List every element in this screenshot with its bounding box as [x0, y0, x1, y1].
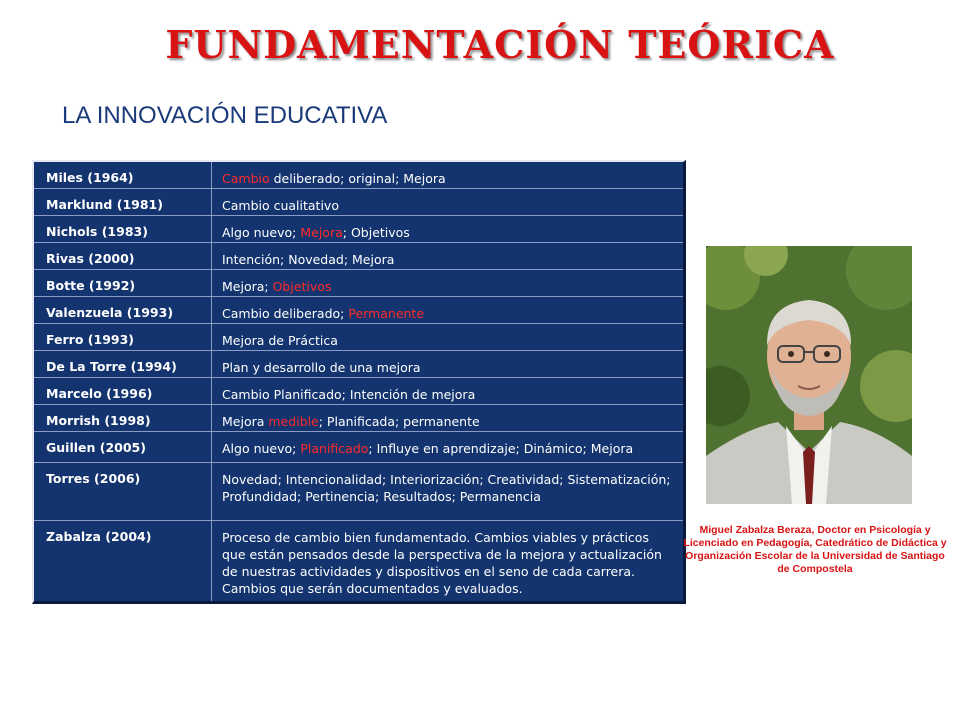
definition-cell	[212, 189, 683, 215]
author-cell: Miles (1964)	[34, 162, 212, 188]
highlighted-term: Permanente	[348, 306, 425, 321]
table-row	[34, 162, 683, 189]
definition-cell	[212, 216, 683, 242]
definition-text: Mejora de Práctica	[222, 333, 338, 348]
author-cell: Rivas (2000)	[34, 243, 212, 269]
definition-cell	[212, 521, 683, 601]
definition-text: deliberado; original; Mejora	[269, 171, 446, 186]
slide-title: FUNDAMENTACIÓN TEÓRICA	[165, 22, 835, 67]
definition-text: Algo nuevo;	[222, 225, 301, 240]
definition-cell	[212, 351, 683, 377]
portrait-photo	[706, 246, 912, 504]
table-row	[34, 243, 683, 270]
definition-cell	[212, 463, 683, 520]
definition-text: Intención; Novedad; Mejora	[222, 252, 395, 267]
table-row	[34, 324, 683, 351]
definition-cell	[212, 243, 683, 269]
definition-text: Mejora;	[222, 279, 273, 294]
highlighted-term: Objetivos	[272, 279, 332, 294]
definition-text: ; Objetivos	[342, 225, 410, 240]
table-row	[34, 297, 683, 324]
definition-text: Cambio deliberado;	[222, 306, 349, 321]
definition-cell	[212, 162, 683, 188]
author-cell: Valenzuela (1993)	[34, 297, 212, 323]
table-row	[34, 432, 683, 463]
definition-cell	[212, 270, 683, 296]
author-cell: Marklund (1981)	[34, 189, 212, 215]
definitions-table	[32, 160, 686, 604]
definition-cell	[212, 378, 683, 404]
author-cell: Nichols (1983)	[34, 216, 212, 242]
table-row	[34, 463, 683, 521]
table-row	[34, 405, 683, 432]
author-cell: De La Torre (1994)	[34, 351, 212, 377]
author-cell: Botte (1992)	[34, 270, 212, 296]
definition-text: Algo nuevo;	[222, 441, 301, 456]
definition-text: ; Planificada; permanente	[318, 414, 480, 429]
portrait-caption: Miguel Zabalza Beraza, Doctor en Psicología y Licenciado en Pedagogía, Catedrático de Didáctica y Organización Escolar de la Universidad de Santiago de Compostela	[683, 524, 947, 575]
slide-subtitle: LA INNOVACIÓN EDUCATIVA	[62, 102, 388, 129]
highlighted-term: medible	[268, 414, 319, 429]
definition-cell	[212, 432, 683, 462]
author-cell: Morrish (1998)	[34, 405, 212, 431]
table-row	[34, 189, 683, 216]
definition-text: Cambio cualitativo	[222, 198, 339, 213]
author-cell: Ferro (1993)	[34, 324, 212, 350]
definition-cell	[212, 297, 683, 323]
author-cell: Marcelo (1996)	[34, 378, 212, 404]
highlighted-term: Mejora	[300, 225, 343, 240]
definition-cell	[212, 405, 683, 431]
definition-text: Mejora	[222, 414, 269, 429]
portrait-illustration	[706, 246, 912, 504]
definition-text: Novedad; Intencionalidad; Interiorización; Creatividad; Sistematización; Profundidad; Pertinencia; Resultados; Permanencia	[222, 472, 671, 504]
definition-text: Plan y desarrollo de una mejora	[222, 360, 421, 375]
author-cell: Guillen (2005)	[34, 432, 212, 462]
table-row	[34, 521, 683, 601]
author-cell: Zabalza (2004)	[34, 521, 212, 601]
table-row	[34, 351, 683, 378]
definition-cell	[212, 324, 683, 350]
author-cell: Torres (2006)	[34, 463, 212, 520]
definition-text: ; Influye en aprendizaje; Dinámico; Mejora	[368, 441, 634, 456]
highlighted-term: Cambio	[222, 171, 270, 186]
table-row	[34, 216, 683, 243]
definition-text: Cambio Planificado; Intención de mejora	[222, 387, 476, 402]
table-row	[34, 270, 683, 297]
highlighted-term: Planificado	[300, 441, 369, 456]
definition-text: Proceso de cambio bien fundamentado. Cambios viables y prácticos que están pensados desde la perspectiva de la mejora y actualización de nuestras actividades y dispositivos en el seno de cada carrera. Cambios que serán documentados y evaluados.	[222, 530, 662, 596]
table-row	[34, 378, 683, 405]
